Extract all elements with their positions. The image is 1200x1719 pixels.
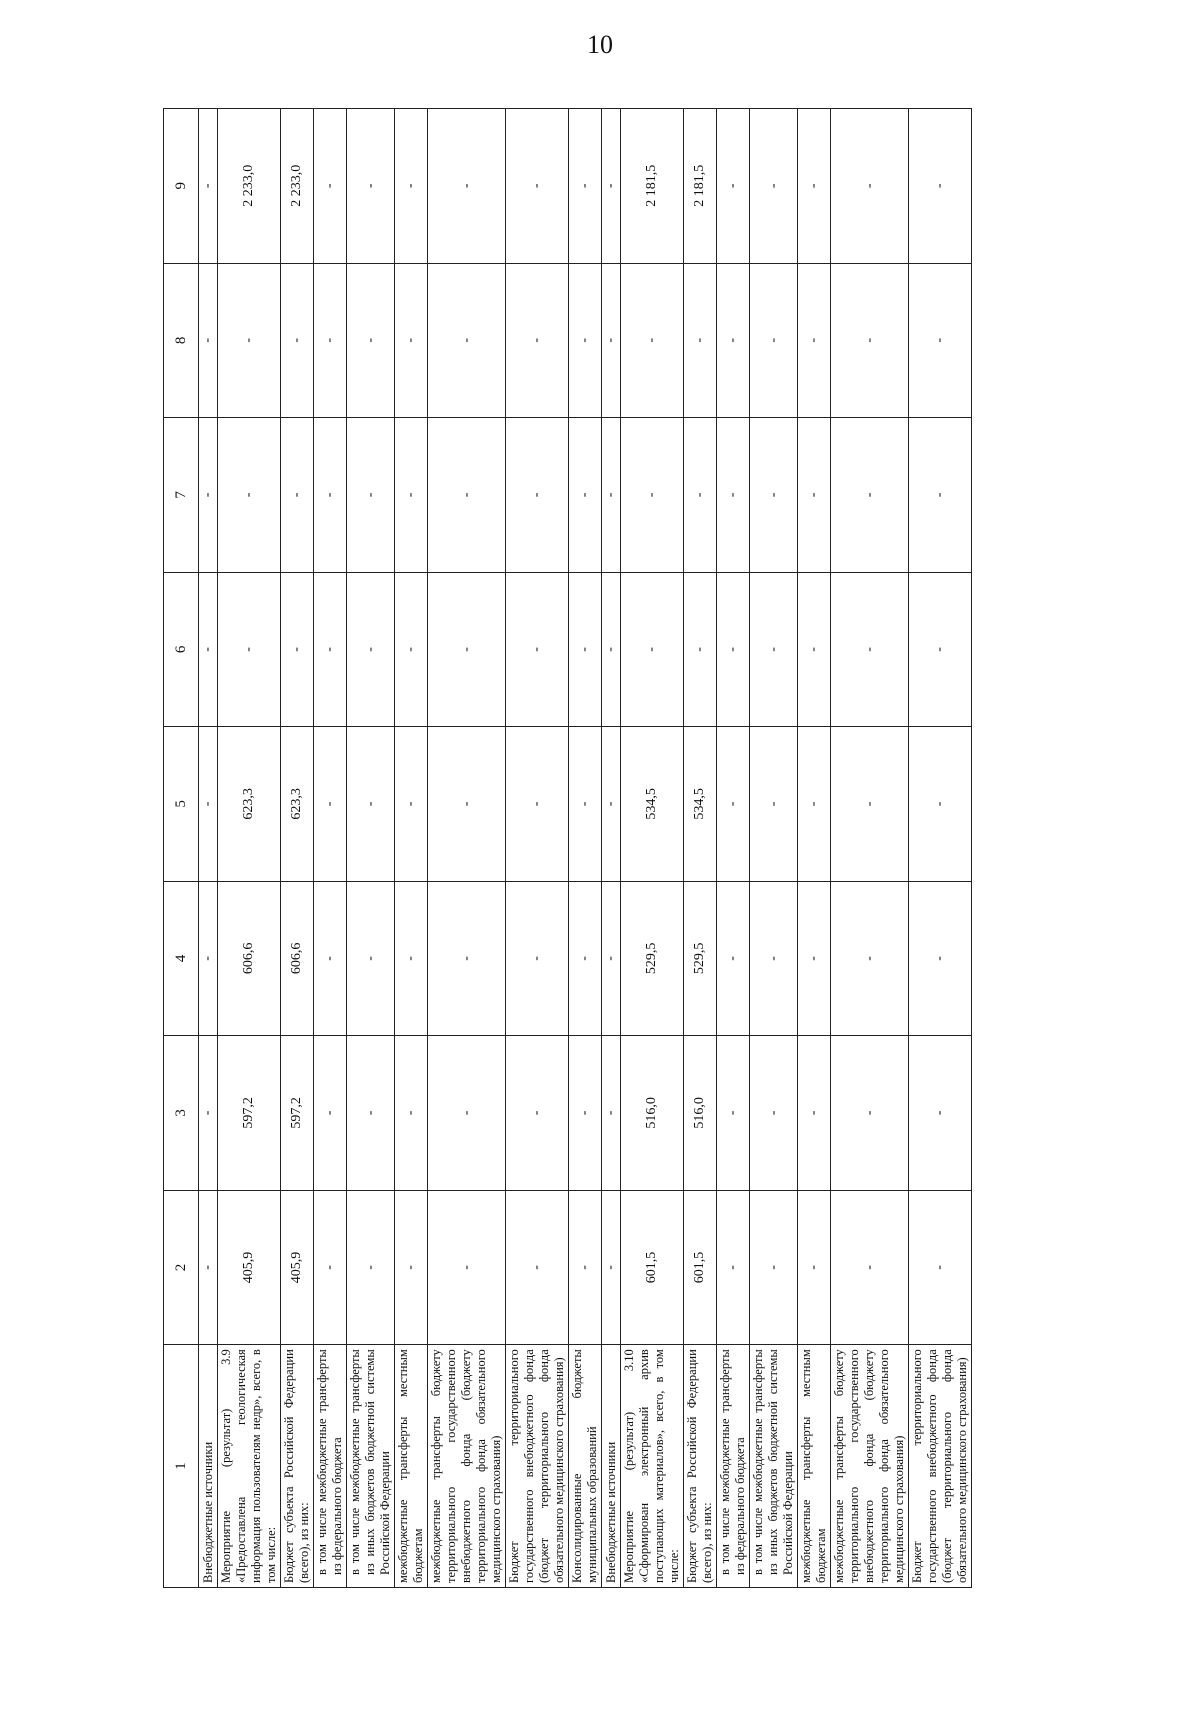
- cell-value: -: [798, 881, 831, 1036]
- cell-value: -: [909, 418, 972, 573]
- table-header-row: [164, 109, 199, 1588]
- row-label: в том числе межбюджетные трансферты из федерального бюджета: [717, 1345, 750, 1588]
- table-row: [199, 109, 218, 1588]
- cell-value: -: [395, 1036, 428, 1191]
- cell-value: 2 181,5: [621, 109, 684, 264]
- column-header-2: 2: [164, 1190, 199, 1345]
- table-row: [569, 109, 602, 1588]
- cell-value: 597,2: [218, 1036, 281, 1191]
- cell-value: -: [750, 1190, 798, 1345]
- cell-value: -: [428, 881, 506, 1036]
- cell-value: -: [506, 263, 569, 418]
- cell-value: -: [750, 109, 798, 264]
- cell-value: -: [798, 1190, 831, 1345]
- row-label: в том числе межбюджетные трансферты из федерального бюджета: [314, 1345, 347, 1588]
- cell-value: -: [602, 418, 621, 573]
- cell-value: -: [798, 1036, 831, 1191]
- cell-value: -: [569, 881, 602, 1036]
- table-row: [831, 109, 909, 1588]
- row-label: Внебюджетные источники: [199, 1345, 218, 1588]
- cell-value: -: [506, 109, 569, 264]
- cell-value: -: [831, 881, 909, 1036]
- cell-value: -: [569, 109, 602, 264]
- cell-value: -: [199, 263, 218, 418]
- budget-table: [163, 108, 972, 1588]
- cell-value: -: [347, 1036, 395, 1191]
- column-header-7: 7: [164, 418, 199, 573]
- cell-value: -: [717, 1190, 750, 1345]
- cell-value: 529,5: [684, 881, 717, 1036]
- cell-value: -: [314, 109, 347, 264]
- cell-value: -: [218, 418, 281, 573]
- cell-value: -: [395, 263, 428, 418]
- row-label: межбюджетные трансферты местным бюджетам: [798, 1345, 831, 1588]
- table-row: [621, 109, 684, 1588]
- cell-value: -: [831, 418, 909, 573]
- cell-value: -: [428, 109, 506, 264]
- table-row: [218, 109, 281, 1588]
- cell-value: -: [909, 881, 972, 1036]
- cell-value: -: [347, 263, 395, 418]
- cell-value: -: [347, 727, 395, 882]
- column-header-5: 5: [164, 727, 199, 882]
- cell-value: -: [621, 263, 684, 418]
- row-label: Консолидированные бюджеты муниципальных образований: [569, 1345, 602, 1588]
- row-label: Мероприятие (результат) 3.10 «Сформирован электронный архив поступающих материалов», всего, в том числе:: [621, 1345, 684, 1588]
- cell-value: -: [569, 727, 602, 882]
- cell-value: -: [831, 572, 909, 727]
- cell-value: -: [831, 1190, 909, 1345]
- cell-value: -: [602, 881, 621, 1036]
- cell-value: 597,2: [281, 1036, 314, 1191]
- table-row: [750, 109, 798, 1588]
- cell-value: -: [199, 572, 218, 727]
- row-label: Бюджет территориального государственного внебюджетного фонда (бюджет территориального фонда обязательного медицинского страхования): [909, 1345, 972, 1588]
- cell-value: -: [750, 572, 798, 727]
- table-row: [347, 109, 395, 1588]
- cell-value: -: [428, 572, 506, 727]
- cell-value: -: [314, 263, 347, 418]
- cell-value: -: [798, 418, 831, 573]
- table-body: [199, 109, 972, 1588]
- cell-value: -: [831, 1036, 909, 1191]
- cell-value: -: [831, 109, 909, 264]
- row-label: межбюджетные трансферты местным бюджетам: [395, 1345, 428, 1588]
- cell-value: -: [506, 418, 569, 573]
- table-row: [717, 109, 750, 1588]
- cell-value: -: [602, 1190, 621, 1345]
- cell-value: -: [281, 572, 314, 727]
- cell-value: -: [909, 572, 972, 727]
- cell-value: -: [506, 1190, 569, 1345]
- cell-value: -: [750, 727, 798, 882]
- cell-value: 405,9: [281, 1190, 314, 1345]
- table-row: [506, 109, 569, 1588]
- cell-value: -: [506, 727, 569, 882]
- cell-value: -: [717, 418, 750, 573]
- cell-value: -: [395, 1190, 428, 1345]
- cell-value: -: [717, 263, 750, 418]
- cell-value: -: [909, 727, 972, 882]
- cell-value: -: [428, 418, 506, 573]
- cell-value: 516,0: [621, 1036, 684, 1191]
- table-row: [281, 109, 314, 1588]
- cell-value: -: [428, 1036, 506, 1191]
- cell-value: -: [831, 727, 909, 882]
- cell-value: -: [909, 263, 972, 418]
- cell-value: -: [314, 418, 347, 573]
- cell-value: 601,5: [684, 1190, 717, 1345]
- cell-value: -: [569, 418, 602, 573]
- cell-value: -: [218, 572, 281, 727]
- cell-value: -: [602, 109, 621, 264]
- cell-value: -: [395, 418, 428, 573]
- cell-value: -: [684, 572, 717, 727]
- cell-value: 2 181,5: [684, 109, 717, 264]
- cell-value: -: [569, 572, 602, 727]
- row-label: Бюджет субъекта Российской Федерации (всего), из них:: [684, 1345, 717, 1588]
- cell-value: -: [347, 418, 395, 573]
- cell-value: 606,6: [218, 881, 281, 1036]
- cell-value: -: [199, 1036, 218, 1191]
- row-label: в том числе межбюджетные трансферты из иных бюджетов бюджетной системы Российской Федерации: [347, 1345, 395, 1588]
- cell-value: 2 233,0: [218, 109, 281, 264]
- cell-value: -: [798, 727, 831, 882]
- cell-value: -: [506, 572, 569, 727]
- cell-value: -: [750, 1036, 798, 1191]
- row-label: Внебюджетные источники: [602, 1345, 621, 1588]
- cell-value: -: [602, 727, 621, 882]
- cell-value: -: [199, 881, 218, 1036]
- cell-value: -: [395, 109, 428, 264]
- column-header-1: 1: [164, 1345, 199, 1588]
- cell-value: -: [717, 572, 750, 727]
- cell-value: -: [199, 727, 218, 882]
- cell-value: -: [428, 1190, 506, 1345]
- cell-value: 529,5: [621, 881, 684, 1036]
- cell-value: -: [428, 263, 506, 418]
- cell-value: -: [428, 727, 506, 882]
- table-row: [428, 109, 506, 1588]
- cell-value: -: [717, 727, 750, 882]
- cell-value: -: [750, 263, 798, 418]
- cell-value: -: [314, 572, 347, 727]
- row-label: межбюджетные трансферты бюджету территориального государственного внебюджетного фонда (бюджету территориального фонда обязательного медицинского страхования): [831, 1345, 909, 1588]
- cell-value: -: [717, 1036, 750, 1191]
- row-label: Мероприятие (результат) 3.9 «Предоставлена геологическая информация пользователям недр», всего, в том числе:: [218, 1345, 281, 1588]
- cell-value: 623,3: [218, 727, 281, 882]
- table-row: [684, 109, 717, 1588]
- cell-value: -: [798, 263, 831, 418]
- cell-value: -: [909, 1036, 972, 1191]
- cell-value: 405,9: [218, 1190, 281, 1345]
- row-label: Бюджет территориального государственного внебюджетного фонда (бюджет территориального фонда обязательного медицинского страхования): [506, 1345, 569, 1588]
- table-row: [395, 109, 428, 1588]
- cell-value: -: [314, 881, 347, 1036]
- budget-table-container: [163, 108, 1033, 1588]
- cell-value: -: [395, 727, 428, 882]
- cell-value: -: [798, 109, 831, 264]
- cell-value: 534,5: [684, 727, 717, 882]
- cell-value: -: [314, 1036, 347, 1191]
- cell-value: -: [684, 263, 717, 418]
- cell-value: 606,6: [281, 881, 314, 1036]
- table-row: [602, 109, 621, 1588]
- table-row: [798, 109, 831, 1588]
- cell-value: -: [281, 263, 314, 418]
- cell-value: -: [569, 1036, 602, 1191]
- cell-value: -: [621, 418, 684, 573]
- table-row: [314, 109, 347, 1588]
- cell-value: -: [347, 1190, 395, 1345]
- cell-value: -: [218, 263, 281, 418]
- row-label: межбюджетные трансферты бюджету территориального государственного внебюджетного фонда (бюджету территориального фонда обязательного медицинского страхования): [428, 1345, 506, 1588]
- cell-value: -: [750, 881, 798, 1036]
- cell-value: -: [621, 572, 684, 727]
- row-label: в том числе межбюджетные трансферты из иных бюджетов бюджетной системы Российской Федерации: [750, 1345, 798, 1588]
- cell-value: -: [569, 263, 602, 418]
- cell-value: -: [506, 1036, 569, 1191]
- column-header-8: 8: [164, 263, 199, 418]
- cell-value: -: [314, 727, 347, 882]
- column-header-9: 9: [164, 109, 199, 264]
- cell-value: -: [909, 109, 972, 264]
- cell-value: -: [717, 881, 750, 1036]
- cell-value: -: [506, 881, 569, 1036]
- column-header-4: 4: [164, 881, 199, 1036]
- cell-value: -: [347, 109, 395, 264]
- page-number: 10: [587, 30, 613, 59]
- cell-value: -: [199, 1190, 218, 1345]
- cell-value: -: [314, 1190, 347, 1345]
- cell-value: -: [750, 418, 798, 573]
- cell-value: 534,5: [621, 727, 684, 882]
- column-header-6: 6: [164, 572, 199, 727]
- cell-value: -: [395, 572, 428, 727]
- column-header-3: 3: [164, 1036, 199, 1191]
- cell-value: -: [684, 418, 717, 573]
- table-row: [909, 109, 972, 1588]
- cell-value: -: [199, 418, 218, 573]
- cell-value: 516,0: [684, 1036, 717, 1191]
- cell-value: -: [347, 881, 395, 1036]
- row-label: Бюджет субъекта Российской Федерации (всего), из них:: [281, 1345, 314, 1588]
- cell-value: -: [717, 109, 750, 264]
- cell-value: -: [569, 1190, 602, 1345]
- cell-value: -: [347, 572, 395, 727]
- cell-value: -: [281, 418, 314, 573]
- cell-value: -: [798, 572, 831, 727]
- cell-value: 2 233,0: [281, 109, 314, 264]
- cell-value: -: [395, 881, 428, 1036]
- cell-value: -: [199, 109, 218, 264]
- cell-value: -: [602, 572, 621, 727]
- cell-value: 601,5: [621, 1190, 684, 1345]
- cell-value: -: [602, 263, 621, 418]
- cell-value: -: [602, 1036, 621, 1191]
- cell-value: -: [909, 1190, 972, 1345]
- cell-value: -: [831, 263, 909, 418]
- cell-value: 623,3: [281, 727, 314, 882]
